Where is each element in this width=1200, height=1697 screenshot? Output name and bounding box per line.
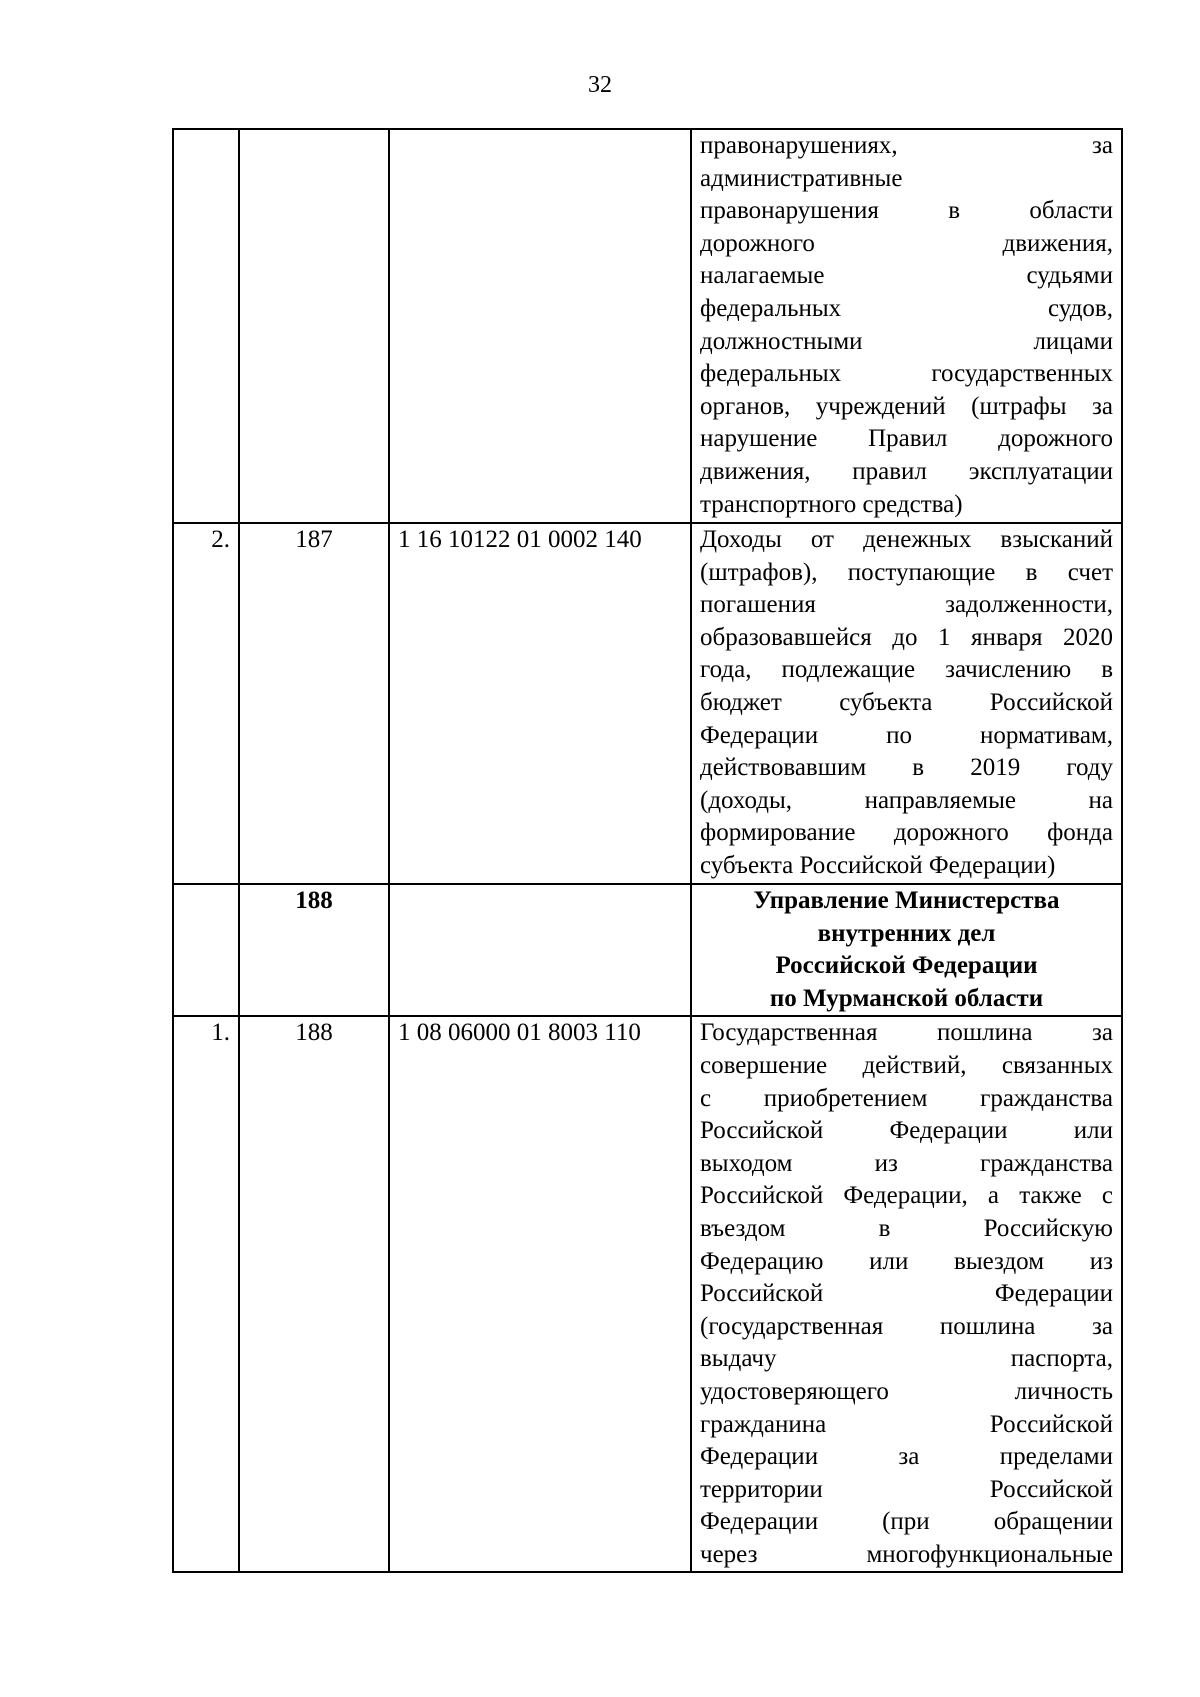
description-line: Российской Федерации [700, 1280, 1113, 1308]
description-line: формирование дорожного фонда [700, 819, 1113, 847]
description-line: Федерации (при обращении [700, 1508, 1113, 1536]
admin-code [239, 129, 389, 523]
description-line: органов, учреждений (штрафы за [700, 392, 1113, 420]
description-line: транспортного средства) [700, 490, 963, 518]
description-line: Федерацию или выездом из [700, 1247, 1113, 1275]
kbk-code: 1 08 06000 01 8003 110 [389, 1016, 691, 1572]
description-line: нарушение Правил дорожного [700, 425, 1113, 453]
description-line: Федерации за пределами [700, 1443, 1113, 1471]
description-line: совершение действий, связанных [700, 1051, 1113, 1079]
heading-line: Управление Министерства [753, 887, 1060, 914]
description-line: гражданина Российской [700, 1410, 1113, 1438]
row-description [691, 129, 1122, 523]
description-line: субъекта Российской Федерации) [700, 851, 1056, 879]
description-line: дорожного движения, [700, 229, 1113, 257]
table-row [173, 1016, 1122, 1572]
row-index [173, 884, 239, 1016]
description-line: должностными лицами [700, 327, 1113, 355]
description-line: погашения задолженности, [700, 591, 1113, 619]
table-row [173, 129, 1122, 523]
admin-code: 188 [239, 1016, 389, 1572]
description-line: Доходы от денежных взысканий [700, 526, 1113, 553]
description-line: выходом из гражданства [700, 1149, 1113, 1177]
description-line: бюджет субъекта Российской [700, 688, 1113, 716]
kbk-code [389, 884, 691, 1016]
administrator-heading [691, 884, 1122, 1016]
description-line: правонарушениях, за [700, 132, 1113, 159]
description-line: (доходы, направляемые на [700, 786, 1113, 814]
admin-code: 188 [239, 884, 389, 1016]
description-line: Федерации по нормативам, [700, 721, 1113, 749]
description-line: действовавшим в 2019 году [700, 754, 1113, 782]
description-line: налагаемые судьями [700, 262, 1113, 290]
description-line: Государственная пошлина за [700, 1019, 1113, 1047]
row-description [691, 1016, 1122, 1572]
table-row [173, 523, 1122, 884]
row-index [173, 129, 239, 523]
description-line: правонарушения в области [700, 197, 1113, 225]
row-description [691, 523, 1122, 884]
kbk-code: 1 16 10122 01 0002 140 [389, 523, 691, 884]
description-line: удостоверяющего личность [700, 1377, 1113, 1405]
description-line: территории Российской [700, 1475, 1113, 1503]
description-line: федеральных государственных [700, 360, 1113, 388]
description-line: Российской Федерации или [700, 1117, 1113, 1145]
description-line: въездом в Российскую [700, 1214, 1113, 1242]
description-line: с приобретением гражданства [700, 1084, 1113, 1112]
heading-line: по Мурманской области [769, 984, 1044, 1012]
description-line: (государственная пошлина за [700, 1312, 1113, 1340]
heading-line: Российской Федерации [775, 952, 1038, 980]
row-index: 2. [173, 523, 239, 884]
description-line: через многофункциональные [700, 1540, 1113, 1568]
description-line: федеральных судов, [700, 294, 1113, 322]
description-line: движения, правил эксплуатации [700, 457, 1113, 485]
description-line: года, подлежащие зачислению в [700, 656, 1113, 684]
description-line: образовавшейся до 1 января 2020 [700, 623, 1113, 651]
page-number: 32 [588, 72, 612, 98]
admin-code: 187 [239, 523, 389, 884]
description-line: выдачу паспорта, [700, 1345, 1113, 1373]
kbk-code [389, 129, 691, 523]
revenue-codes-table [172, 128, 1123, 1573]
heading-line: внутренних дел [817, 919, 996, 947]
description-line: административные [700, 164, 903, 192]
row-index: 1. [173, 1016, 239, 1572]
table-row-heading [173, 884, 1122, 1016]
description-line: Российской Федерации, а также с [700, 1182, 1113, 1210]
description-line: (штрафов), поступающие в счет [700, 558, 1113, 586]
